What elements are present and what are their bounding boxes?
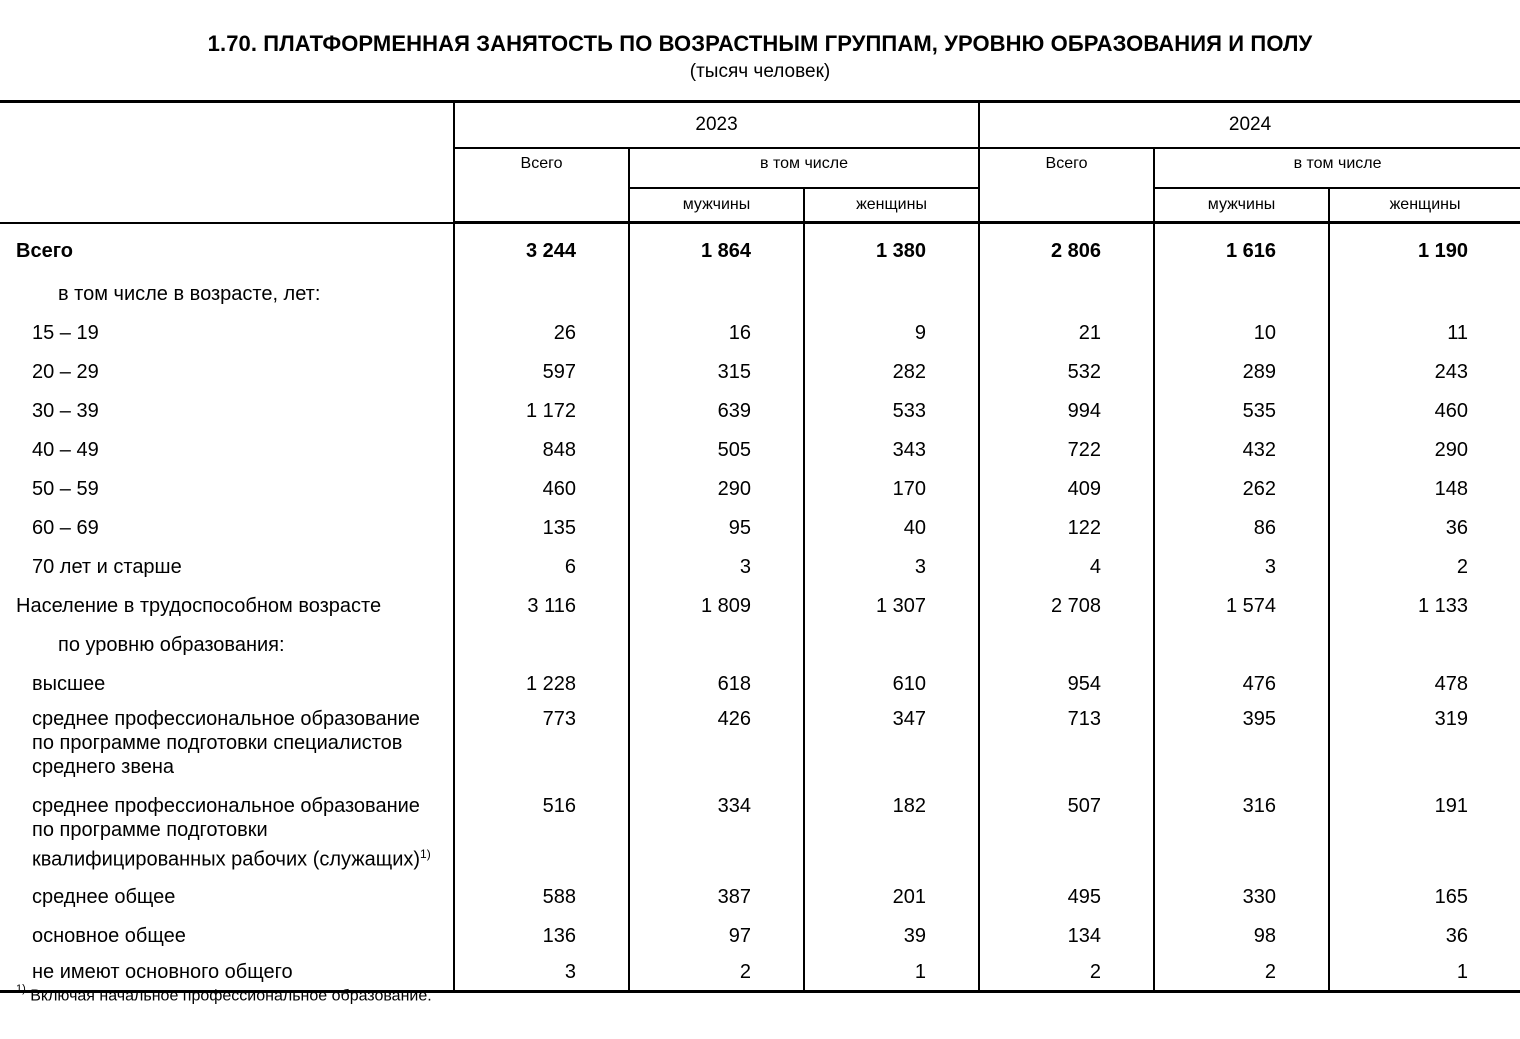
cell-value: 1 809 <box>629 587 804 626</box>
row-label-text: 60 – 69 <box>32 516 99 539</box>
cell-value: 597 <box>454 353 629 392</box>
header-corner <box>0 102 454 223</box>
cell-value <box>979 275 1154 314</box>
row-label-text: среднее профессиональное образование по программе подготовки квалифицированных рабочих (служащих) <box>32 794 421 871</box>
cell-value: 316 <box>1154 791 1329 878</box>
cell-value: 495 <box>979 878 1154 917</box>
row-label-text: основное общее <box>32 924 186 947</box>
cell-value: 347 <box>804 704 979 791</box>
row-label-text: 50 – 59 <box>32 477 99 500</box>
header-men-2024: мужчины <box>1154 188 1329 223</box>
table-row <box>0 314 1520 353</box>
cell-value: 1 307 <box>804 587 979 626</box>
row-label <box>0 431 454 470</box>
cell-value: 86 <box>1154 509 1329 548</box>
cell-value: 315 <box>629 353 804 392</box>
cell-value: 954 <box>979 665 1154 704</box>
table-row <box>0 509 1520 548</box>
cell-value: 395 <box>1154 704 1329 791</box>
cell-value: 334 <box>629 791 804 878</box>
cell-value: 3 244 <box>454 223 629 275</box>
cell-value: 713 <box>979 704 1154 791</box>
footnote-mark: 1) <box>16 983 26 995</box>
cell-value: 505 <box>629 431 804 470</box>
cell-value: 2 <box>629 956 804 992</box>
cell-value: 532 <box>979 353 1154 392</box>
cell-value <box>1154 275 1329 314</box>
row-label-text: 40 – 49 <box>32 438 99 461</box>
cell-value: 9 <box>804 314 979 353</box>
table-subtitle: (тысяч человек) <box>689 61 831 82</box>
cell-value: 2 708 <box>979 587 1154 626</box>
header-total-2024: Всего <box>979 148 1154 223</box>
cell-value: 10 <box>1154 314 1329 353</box>
cell-value: 343 <box>804 431 979 470</box>
table-row <box>0 704 1520 791</box>
cell-value: 95 <box>629 509 804 548</box>
cell-value: 1 228 <box>454 665 629 704</box>
table-row <box>0 392 1520 431</box>
cell-value: 148 <box>1329 470 1520 509</box>
cell-value <box>1329 626 1520 665</box>
table-row <box>0 626 1520 665</box>
table-row <box>0 587 1520 626</box>
cell-value: 1 864 <box>629 223 804 275</box>
cell-value: 98 <box>1154 917 1329 956</box>
table-row <box>0 665 1520 704</box>
cell-value: 618 <box>629 665 804 704</box>
cell-value: 2 <box>979 956 1154 992</box>
cell-value: 97 <box>629 917 804 956</box>
row-label <box>0 791 454 878</box>
row-label-text: не имеют основного общего <box>32 960 293 983</box>
header-year-2023: 2023 <box>454 102 979 149</box>
cell-value: 1 190 <box>1329 223 1520 275</box>
row-label <box>0 587 454 626</box>
table-row <box>0 548 1520 587</box>
row-label-text: 15 – 19 <box>32 321 99 344</box>
cell-value: 3 116 <box>454 587 629 626</box>
cell-value: 3 <box>1154 548 1329 587</box>
cell-value <box>454 626 629 665</box>
header-women-2023: женщины <box>804 188 979 223</box>
cell-value: 135 <box>454 509 629 548</box>
cell-value: 11 <box>1329 314 1520 353</box>
cell-value: 426 <box>629 704 804 791</box>
cell-value: 409 <box>979 470 1154 509</box>
cell-value: 319 <box>1329 704 1520 791</box>
cell-value: 1 574 <box>1154 587 1329 626</box>
row-label <box>0 392 454 431</box>
cell-value: 722 <box>979 431 1154 470</box>
cell-value <box>629 275 804 314</box>
cell-value: 282 <box>804 353 979 392</box>
data-table <box>0 100 1520 993</box>
cell-value: 516 <box>454 791 629 878</box>
row-label-text: в том числе в возрасте, лет: <box>58 282 321 305</box>
cell-value: 4 <box>979 548 1154 587</box>
cell-value: 36 <box>1329 509 1520 548</box>
footnote-ref: 1) <box>420 846 431 861</box>
cell-value: 460 <box>1329 392 1520 431</box>
cell-value: 476 <box>1154 665 1329 704</box>
cell-value <box>804 626 979 665</box>
cell-value: 16 <box>629 314 804 353</box>
cell-value: 39 <box>804 917 979 956</box>
cell-value: 533 <box>804 392 979 431</box>
cell-value: 1 <box>1329 956 1520 992</box>
row-label <box>0 353 454 392</box>
table-row <box>0 917 1520 956</box>
cell-value: 2 806 <box>979 223 1154 275</box>
row-label-text: Всего <box>16 239 73 262</box>
cell-value: 3 <box>454 956 629 992</box>
table-title: 1.70. ПЛАТФОРМЕННАЯ ЗАНЯТОСТЬ ПО ВОЗРАСТНЫМ ГРУППАМ, УРОВНЮ ОБРАЗОВАНИЯ И ПОЛУ <box>207 31 1313 56</box>
row-label <box>0 314 454 353</box>
row-label <box>0 878 454 917</box>
cell-value: 170 <box>804 470 979 509</box>
header-year-2024: 2024 <box>979 102 1520 149</box>
row-label-text: среднее общее <box>32 885 176 908</box>
table-row <box>0 275 1520 314</box>
cell-value <box>804 275 979 314</box>
row-label-text: высшее <box>32 672 106 695</box>
cell-value <box>454 275 629 314</box>
row-label-text: по уровню образования: <box>58 633 285 656</box>
cell-value: 290 <box>1329 431 1520 470</box>
table-row <box>0 878 1520 917</box>
cell-value: 36 <box>1329 917 1520 956</box>
header-men-2023: мужчины <box>629 188 804 223</box>
cell-value: 507 <box>979 791 1154 878</box>
cell-value: 460 <box>454 470 629 509</box>
cell-value: 1 616 <box>1154 223 1329 275</box>
cell-value <box>1154 626 1329 665</box>
header-incl-2023: в том числе <box>629 148 979 188</box>
row-label <box>0 509 454 548</box>
footnote-text: Включая начальное профессиональное образование. <box>30 987 432 1005</box>
cell-value: 3 <box>629 548 804 587</box>
cell-value: 201 <box>804 878 979 917</box>
row-label <box>0 917 454 956</box>
row-label <box>0 223 454 275</box>
cell-value <box>629 626 804 665</box>
cell-value: 432 <box>1154 431 1329 470</box>
cell-value: 994 <box>979 392 1154 431</box>
cell-value: 1 172 <box>454 392 629 431</box>
cell-value: 610 <box>804 665 979 704</box>
cell-value: 3 <box>804 548 979 587</box>
row-label <box>0 548 454 587</box>
cell-value: 6 <box>454 548 629 587</box>
row-label-text: 20 – 29 <box>32 360 99 383</box>
table-row <box>0 431 1520 470</box>
cell-value: 1 380 <box>804 223 979 275</box>
cell-value: 535 <box>1154 392 1329 431</box>
cell-value <box>979 626 1154 665</box>
cell-value: 122 <box>979 509 1154 548</box>
row-label-text: 70 лет и старше <box>32 555 182 578</box>
cell-value: 21 <box>979 314 1154 353</box>
cell-value: 26 <box>454 314 629 353</box>
cell-value: 2 <box>1154 956 1329 992</box>
row-label <box>0 665 454 704</box>
header-incl-2024: в том числе <box>1154 148 1520 188</box>
row-label-text: Население в трудоспособном возрасте <box>16 594 382 617</box>
cell-value: 387 <box>629 878 804 917</box>
cell-value: 289 <box>1154 353 1329 392</box>
table-row <box>0 223 1520 275</box>
header-total-2023: Всего <box>454 148 629 223</box>
cell-value: 136 <box>454 917 629 956</box>
footnote <box>16 985 432 1005</box>
cell-value: 773 <box>454 704 629 791</box>
cell-value: 182 <box>804 791 979 878</box>
row-label <box>0 626 454 665</box>
table-row <box>0 791 1520 878</box>
cell-value: 290 <box>629 470 804 509</box>
row-label <box>0 704 454 791</box>
row-label-text: 30 – 39 <box>32 399 99 422</box>
cell-value: 191 <box>1329 791 1520 878</box>
row-label <box>0 275 454 314</box>
cell-value: 262 <box>1154 470 1329 509</box>
cell-value: 243 <box>1329 353 1520 392</box>
cell-value: 478 <box>1329 665 1520 704</box>
row-label <box>0 470 454 509</box>
cell-value: 639 <box>629 392 804 431</box>
cell-value: 2 <box>1329 548 1520 587</box>
cell-value: 165 <box>1329 878 1520 917</box>
table-row <box>0 353 1520 392</box>
cell-value: 330 <box>1154 878 1329 917</box>
header-women-2024: женщины <box>1329 188 1520 223</box>
cell-value: 588 <box>454 878 629 917</box>
row-label-text: среднее профессиональное образование по программе подготовки специалистов среднего звена <box>32 707 420 778</box>
table-row <box>0 470 1520 509</box>
cell-value: 1 <box>804 956 979 992</box>
cell-value: 40 <box>804 509 979 548</box>
cell-value: 1 133 <box>1329 587 1520 626</box>
cell-value: 134 <box>979 917 1154 956</box>
cell-value <box>1329 275 1520 314</box>
cell-value: 848 <box>454 431 629 470</box>
